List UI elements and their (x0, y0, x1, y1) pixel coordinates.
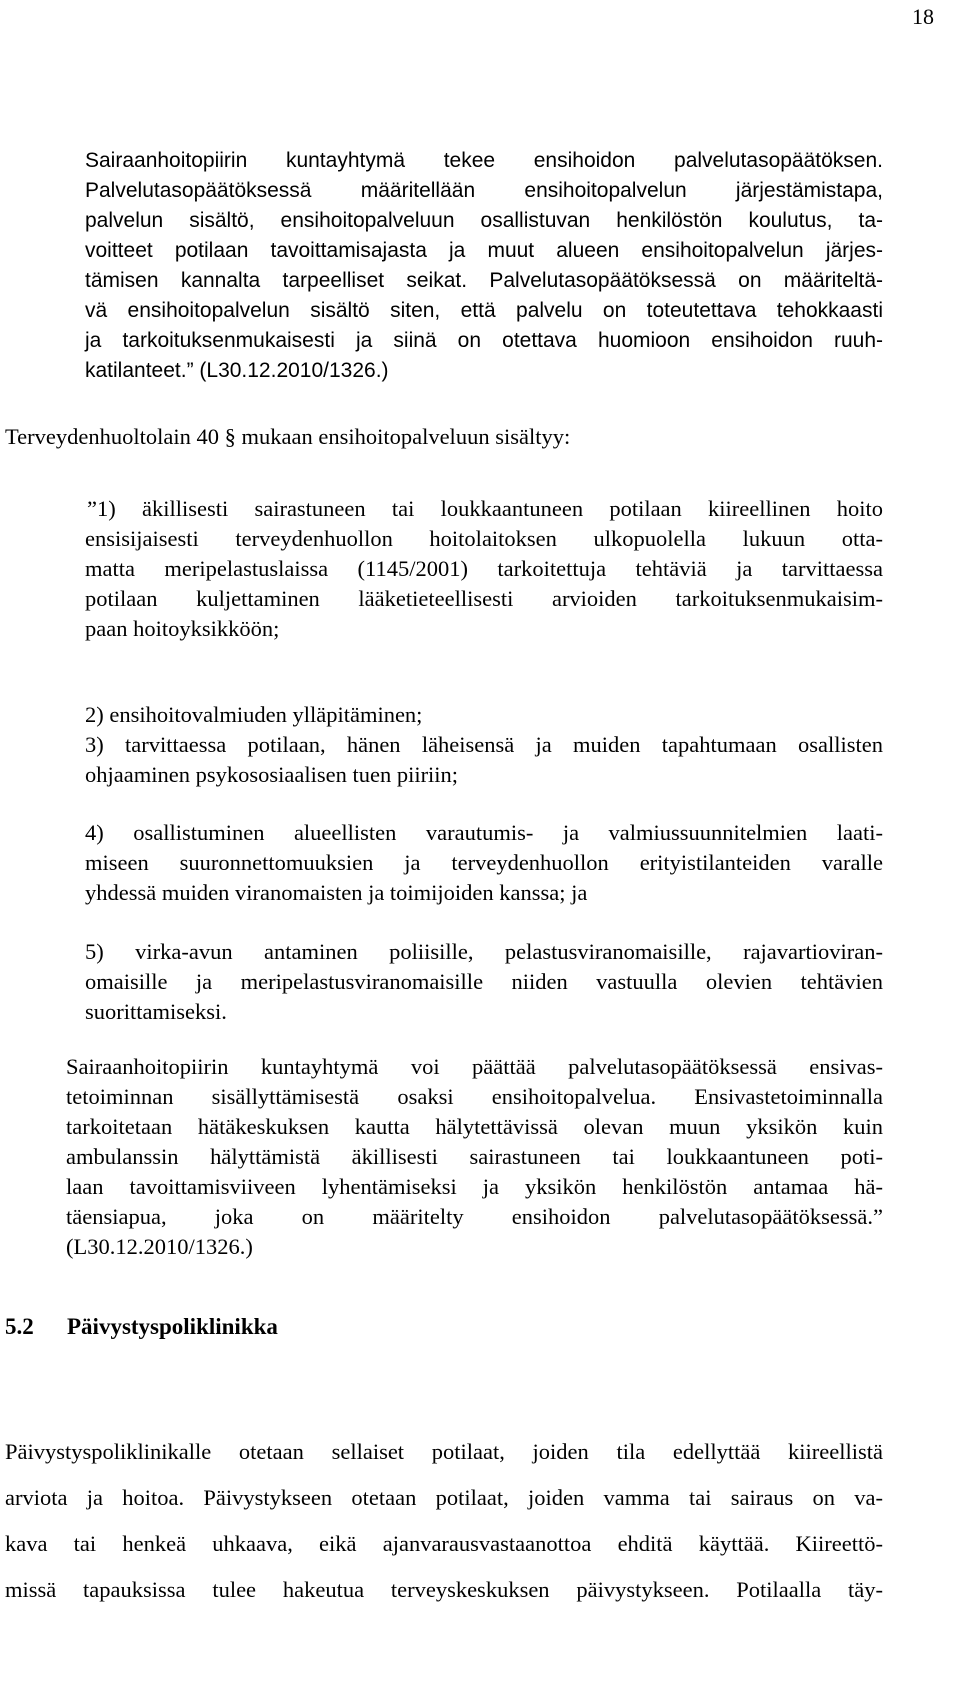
paragraph-first-response (66, 1052, 883, 1262)
paragraph-emergency-clinic (5, 1429, 883, 1613)
text-line: ensisijaisesti terveydenhuollon hoitolaitoksen ulkopuolella lukuun otta- (85, 526, 883, 551)
text-line: suorittamiseksi. (85, 999, 227, 1024)
text-line: ja tarkoituksenmukaisesti ja siinä on otettava huomioon ensihoidon ruuh- (85, 329, 883, 352)
text-line: laan tavoittamisviiveen lyhentämiseksi ja yksikön henkilöstön antamaa hä- (66, 1174, 883, 1199)
text-line: ”1) äkillisesti sairastuneen tai loukkaantuneen potilaan kiireellinen hoito (87, 496, 883, 521)
intro-text: Terveydenhuoltolain 40 § mukaan ensihoitopalveluun sisältyy: (5, 424, 571, 449)
text-line: vä ensihoitopalvelun sisältö siten, että palvelu on toteutettava tehokkaasti (85, 299, 883, 322)
list-item-5 (85, 937, 883, 1027)
text-line: miseen suuronnettomuuksien ja terveydenhuollon erityistilanteiden varalle (85, 850, 883, 875)
paragraph-service-level-decision (85, 146, 883, 386)
list-item-3 (85, 730, 883, 790)
text-line: 5) virka-avun antaminen poliisille, pelastusviranomaisille, rajavartioviran- (85, 939, 883, 964)
text-line: potilaan kuljettaminen lääketieteellisesti arvioiden tarkoituksenmukaisim- (85, 586, 883, 611)
text-line: 2) ensihoitovalmiuden ylläpitäminen; (85, 702, 423, 727)
text-line: tarkoitetaan hätäkeskuksen kautta hälytettävissä olevan muun yksikön kuin (66, 1114, 883, 1139)
text-line: matta meripelastuslaissa (1145/2001) tarkoitettuja tehtäviä ja tarvittaessa (85, 556, 883, 581)
text-line: tämisen kannalta tarpeelliset seikat. Palvelutasopäätöksessä on määriteltä- (85, 269, 883, 292)
text-line: katilanteet.” (L30.12.2010/1326.) (85, 359, 389, 382)
section-heading (5, 1314, 278, 1340)
text-line: täensiapua, joka on määritelty ensihoidon palvelutasopäätöksessä.” (66, 1204, 883, 1229)
page-number: 18 (912, 4, 934, 29)
section-number: 5.2 (5, 1314, 34, 1339)
text-line: paan hoitoyksikköön; (85, 616, 280, 641)
text-line: Päivystyspoliklinikalle otetaan sellaiset potilaat, joiden tila edellyttää kiireellistä (5, 1439, 883, 1464)
text-line: palvelun sisältö, ensihoitopalveluun osallistuvan henkilöstön koulutus, ta- (85, 209, 883, 232)
text-line: (L30.12.2010/1326.) (66, 1234, 253, 1259)
text-line: Palvelutasopäätöksessä määritellään ensihoitopalvelun järjestämistapa, (85, 179, 883, 202)
text-line: tetoiminnan sisällyttämisestä osaksi ensihoitopalvelua. Ensivastetoiminnalla (66, 1084, 883, 1109)
text-line: omaisille ja meripelastusviranomaisille niiden vastuulla olevien tehtävien (85, 969, 883, 994)
text-line: Sairaanhoitopiirin kuntayhtymä voi päättää palvelutasopäätöksessä ensivas- (66, 1054, 883, 1079)
text-line: 4) osallistuminen alueellisten varautumis- ja valmiussuunnitelmien laati- (85, 820, 883, 845)
text-line: yhdessä muiden viranomaisten ja toimijoiden kanssa; ja (85, 880, 588, 905)
text-line: missä tapauksissa tulee hakeutua terveyskeskuksen päivystykseen. Potilaalla täy- (5, 1577, 883, 1602)
text-line: kava tai henkeä uhkaava, eikä ajanvarausvastaanottoa ehditä käyttää. Kiireettö- (5, 1531, 883, 1556)
text-line: ohjaaminen psykososiaalisen tuen piiriin; (85, 762, 459, 787)
list-item-4 (85, 818, 883, 908)
text-line: ambulanssin hälyttämistä äkillisesti sairastuneen tai loukkaantuneen poti- (66, 1144, 883, 1169)
list-item-2 (85, 700, 883, 730)
text-line: voitteet potilaan tavoittamisajasta ja muut alueen ensihoitopalvelun järjes- (85, 239, 883, 262)
section-title: Päivystyspoliklinikka (67, 1314, 278, 1339)
text-line: Sairaanhoitopiirin kuntayhtymä tekee ensihoidon palvelutasopäätöksen. (85, 149, 883, 172)
text-line: arviota ja hoitoa. Päivystykseen otetaan potilaat, joiden vamma tai sairaus on va- (5, 1485, 883, 1510)
list-item-1 (85, 494, 883, 644)
text-line: 3) tarvittaessa potilaan, hänen läheisensä ja muiden tapahtumaan osallisten (85, 732, 883, 757)
